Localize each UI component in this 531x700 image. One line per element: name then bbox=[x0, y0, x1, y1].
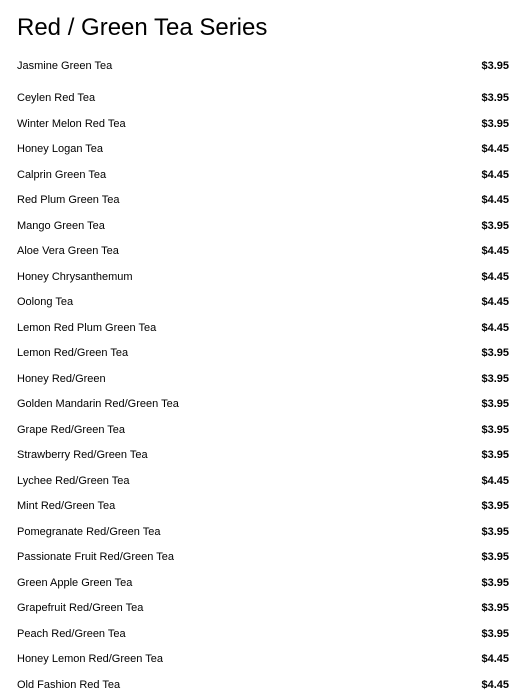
item-name: Strawberry Red/Green Tea bbox=[17, 449, 148, 461]
item-price: $3.95 bbox=[481, 92, 509, 104]
menu-row bbox=[17, 243, 509, 259]
menu-row bbox=[17, 294, 509, 310]
item-price: $3.95 bbox=[481, 424, 509, 436]
item-name: Mint Red/Green Tea bbox=[17, 500, 116, 512]
menu-row bbox=[17, 320, 509, 336]
menu-row bbox=[17, 447, 509, 463]
item-price: $4.45 bbox=[481, 475, 509, 487]
item-price: $4.45 bbox=[481, 169, 509, 181]
menu-row bbox=[17, 651, 509, 667]
menu-row bbox=[17, 192, 509, 208]
item-name: Calprin Green Tea bbox=[17, 169, 107, 181]
item-name: Honey Logan Tea bbox=[17, 143, 104, 155]
menu-row bbox=[17, 422, 509, 438]
menu-row bbox=[17, 90, 509, 106]
item-price: $4.45 bbox=[481, 271, 509, 283]
menu-row bbox=[17, 371, 509, 387]
item-price: $4.45 bbox=[481, 194, 509, 206]
menu-row bbox=[17, 626, 509, 642]
menu-row bbox=[17, 575, 509, 591]
menu-row bbox=[17, 600, 509, 616]
menu-row bbox=[17, 218, 509, 234]
item-price: $3.95 bbox=[481, 118, 509, 130]
item-price: $3.95 bbox=[481, 398, 509, 410]
menu-row bbox=[17, 473, 509, 489]
item-name: Ceylen Red Tea bbox=[17, 92, 96, 104]
menu-row bbox=[17, 141, 509, 157]
item-name: Honey Chrysanthemum bbox=[17, 271, 133, 283]
item-price: $3.95 bbox=[481, 449, 509, 461]
menu-row bbox=[17, 677, 509, 693]
item-name: Passionate Fruit Red/Green Tea bbox=[17, 551, 174, 563]
item-name: Honey Lemon Red/Green Tea bbox=[17, 653, 163, 665]
menu-row bbox=[17, 524, 509, 540]
item-price: $4.45 bbox=[481, 322, 509, 334]
item-name: Lemon Red Plum Green Tea bbox=[17, 322, 157, 334]
item-price: $4.45 bbox=[481, 653, 509, 665]
item-price: $3.95 bbox=[481, 220, 509, 232]
item-name: Golden Mandarin Red/Green Tea bbox=[17, 398, 179, 410]
item-price: $3.95 bbox=[481, 577, 509, 589]
item-name: Aloe Vera Green Tea bbox=[17, 245, 119, 257]
item-name: Oolong Tea bbox=[17, 296, 74, 308]
item-name: Honey Red/Green bbox=[17, 373, 106, 385]
item-name: Red Plum Green Tea bbox=[17, 194, 120, 206]
item-price: $4.45 bbox=[481, 245, 509, 257]
menu-row bbox=[17, 549, 509, 565]
item-name: Mango Green Tea bbox=[17, 220, 105, 232]
item-name: Old Fashion Red Tea bbox=[17, 679, 121, 691]
menu-row bbox=[17, 58, 509, 74]
item-price: $3.95 bbox=[481, 628, 509, 640]
menu-row bbox=[17, 269, 509, 285]
item-price: $4.45 bbox=[481, 296, 509, 308]
item-price: $3.95 bbox=[481, 347, 509, 359]
item-name: Lychee Red/Green Tea bbox=[17, 475, 130, 487]
item-price: $4.45 bbox=[481, 679, 509, 691]
item-name: Green Apple Green Tea bbox=[17, 577, 133, 589]
item-name: Lemon Red/Green Tea bbox=[17, 347, 129, 359]
menu-row bbox=[17, 116, 509, 132]
item-price: $3.95 bbox=[481, 551, 509, 563]
item-price: $3.95 bbox=[481, 602, 509, 614]
menu-row bbox=[17, 167, 509, 183]
item-price: $3.95 bbox=[481, 500, 509, 512]
item-price: $3.95 bbox=[481, 526, 509, 538]
item-name: Winter Melon Red Tea bbox=[17, 118, 126, 130]
item-price: $3.95 bbox=[481, 60, 509, 72]
menu-row bbox=[17, 345, 509, 361]
item-price: $4.45 bbox=[481, 143, 509, 155]
item-name: Pomegranate Red/Green Tea bbox=[17, 526, 161, 538]
menu-row bbox=[17, 396, 509, 412]
item-name: Jasmine Green Tea bbox=[17, 60, 113, 72]
item-price: $3.95 bbox=[481, 373, 509, 385]
item-name: Grape Red/Green Tea bbox=[17, 424, 126, 436]
page-title: Red / Green Tea Series bbox=[17, 14, 268, 41]
item-name: Grapefruit Red/Green Tea bbox=[17, 602, 144, 614]
menu-row bbox=[17, 498, 509, 514]
item-name: Peach Red/Green Tea bbox=[17, 628, 126, 640]
